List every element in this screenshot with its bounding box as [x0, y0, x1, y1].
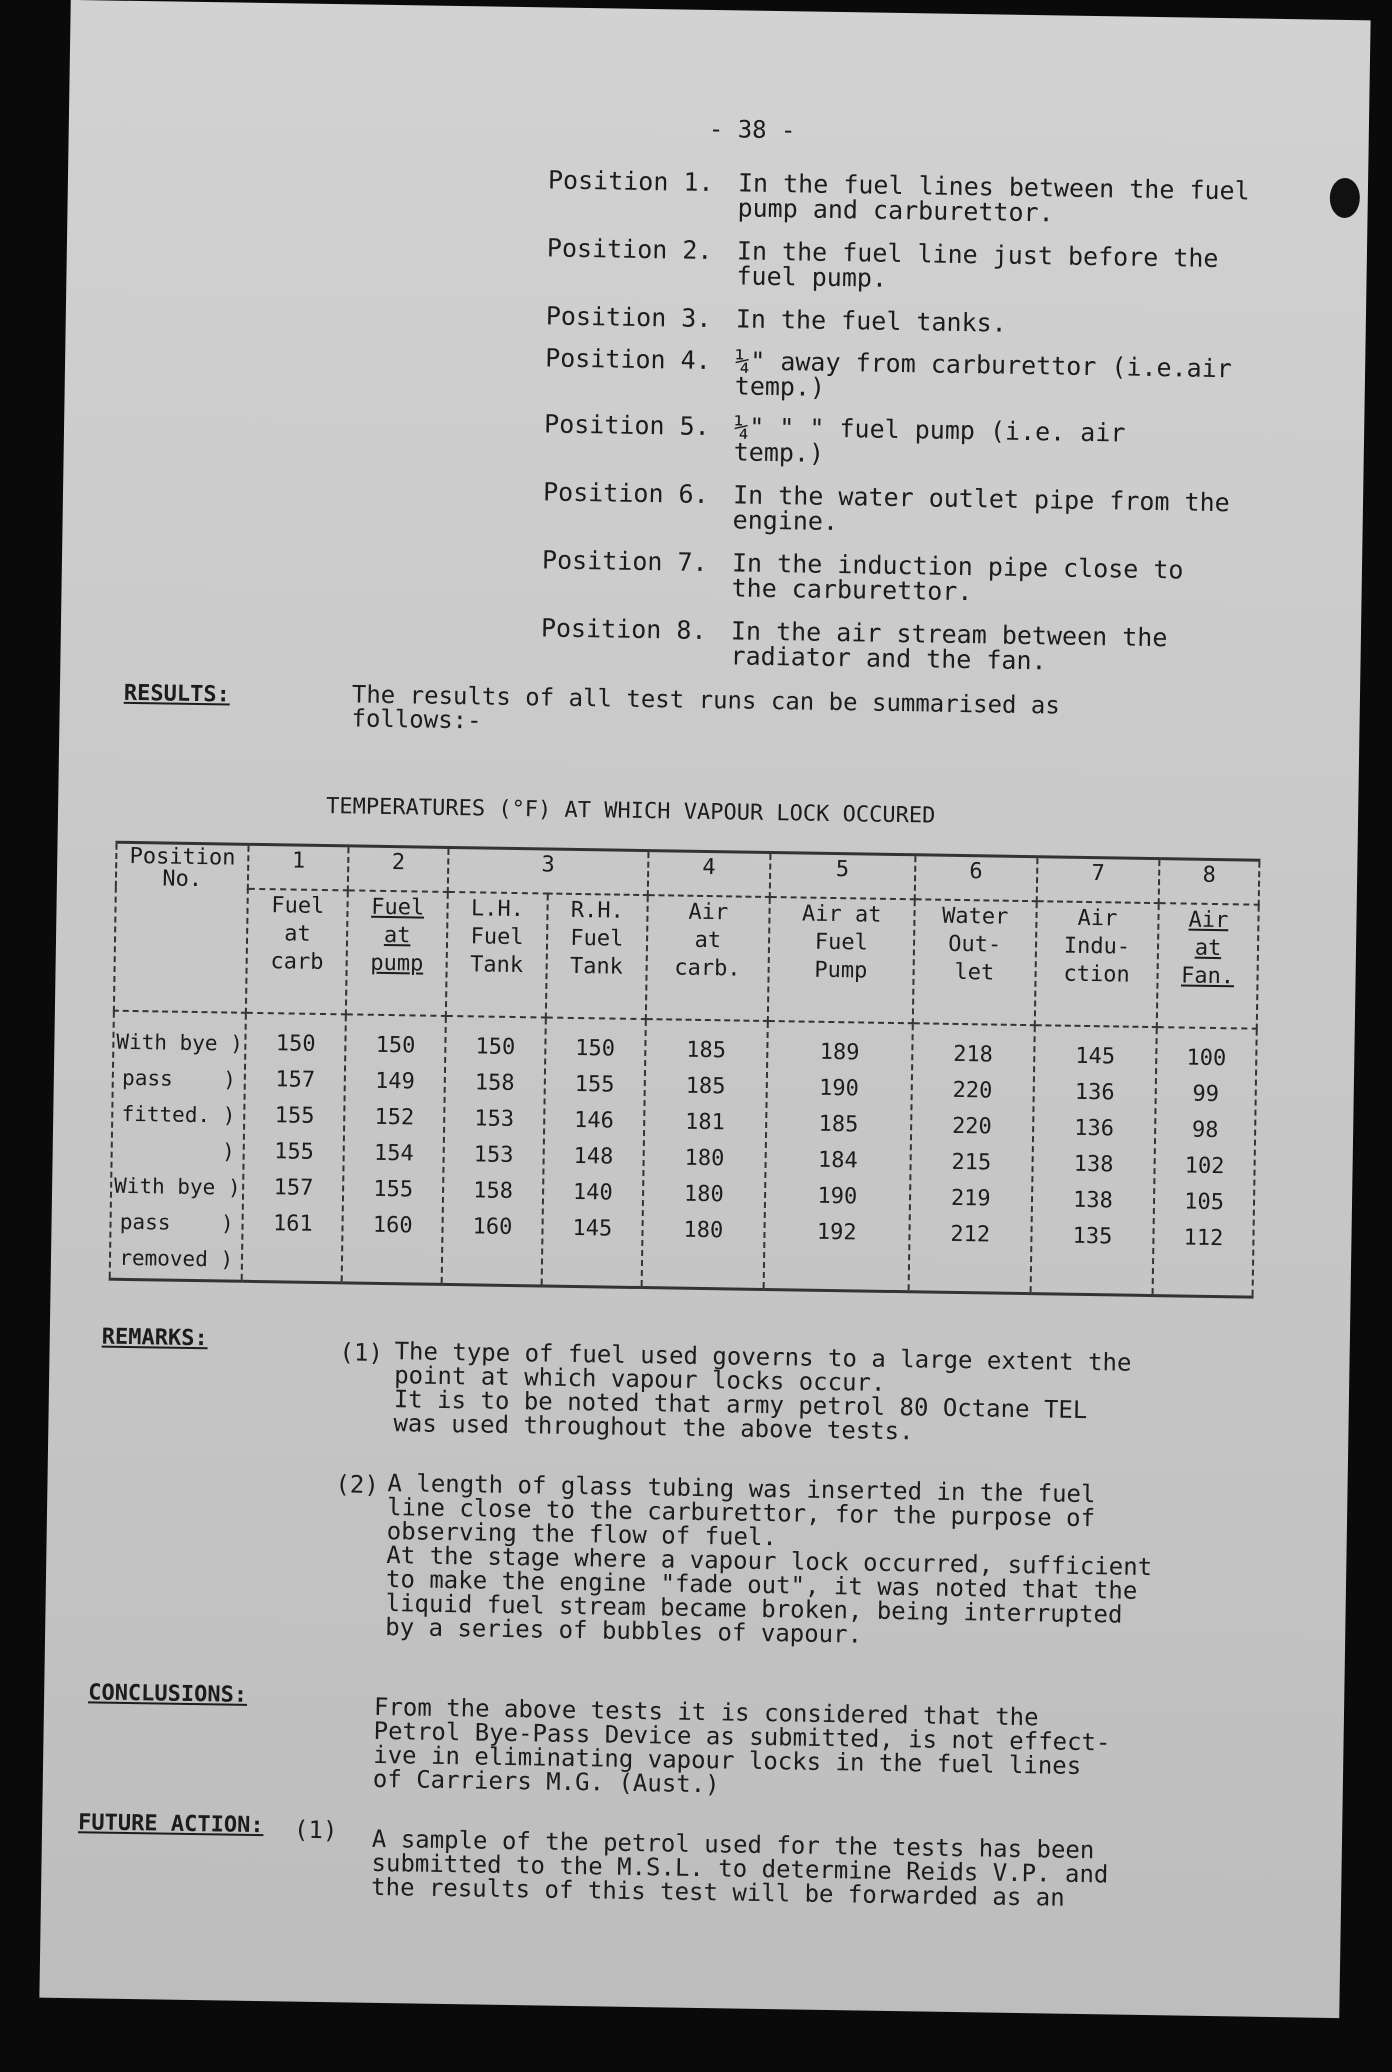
results-table — [109, 841, 1261, 1299]
column-values: 100 99 98 102 105 112 — [1153, 1027, 1257, 1297]
column-header: L.H. Fuel Tank — [446, 892, 548, 1018]
column-header: Air at carb. — [646, 895, 770, 1021]
position-text: ¼" " " fuel pump (i.e. air temp.) — [733, 412, 1126, 468]
group-number: 8 — [1159, 859, 1260, 905]
column-values: 145 136 136 138 138 135 — [1030, 1025, 1156, 1295]
column-values: 150 157 155 155 157 161 — [242, 1013, 346, 1283]
conclusions-text: From the above tests it is considered that the Petrol Bye-Pass Device as submitted, is not effect- ive in eliminating vapour locks in the fuel lines of Carriers M.G. (Aust.) — [372, 1692, 1111, 1799]
group-number: 2 — [348, 846, 448, 892]
future-action-number: (1) — [293, 1815, 338, 1845]
column-header: Fuel at pump — [346, 890, 448, 1016]
remark-text: A length of glass tubing was inserted in the fuel line close to the carburettor, for the purpose of observing the flow of fuel. At the stage where a vapour lock occurred, sufficient to make the engine "fade out", it was noted that the liquid fuel stream became broken, being interrupted by a series of bubbles of vapour. — [385, 1469, 1153, 1649]
document-page — [39, 0, 1370, 2018]
punch-hole — [1330, 178, 1361, 218]
position-label: Position 7. — [541, 545, 708, 577]
column-header: Fuel at carb — [246, 889, 348, 1015]
group-number: 3 — [448, 847, 648, 895]
position-text: In the water outlet pipe from the engine. — [732, 480, 1230, 537]
position-text: In the air stream between the radiator and the fan. — [730, 616, 1168, 676]
column-header: Water Out- let — [912, 899, 1036, 1025]
group-number: 6 — [914, 855, 1037, 901]
position-text: ¼" away from carburettor (i.e.air temp.) — [734, 346, 1233, 402]
position-label: Position 3. — [545, 301, 712, 334]
remark-text: The type of fuel used governs to a large extent the point at which vapour locks occur. It is to be noted that army petrol 80 Octane TEL was used throughout the above tests. — [393, 1337, 1132, 1446]
results-text: The results of all test runs can be summarised as follows:- — [351, 680, 1061, 735]
position-label: Position 1. — [547, 165, 714, 198]
column-header: Air Indu- ction — [1035, 901, 1159, 1027]
column-values: 189 190 185 184 190 192 — [764, 1021, 913, 1292]
column-values: 185 185 181 180 180 180 — [641, 1019, 767, 1289]
future-action-heading: FUTURE ACTION: — [77, 1810, 264, 1839]
results-heading: RESULTS: — [123, 680, 231, 708]
row-labels: With bye ) pass ) fitted. ) ) With bye ) pass ) removed ) — [110, 1011, 247, 1282]
group-number: 1 — [248, 844, 348, 890]
column-values: 150 158 153 153 158 160 — [442, 1016, 546, 1286]
future-action-text: A sample of the petrol used for the tests has been submitted to the M.S.L. to determine Reids V.P. and the results of this test will be forwarded as an — [370, 1824, 1109, 1912]
position-label: Position 5. — [543, 409, 710, 442]
position-text: In the fuel line just before the fuel pump. — [736, 236, 1219, 293]
position-text: In the induction pipe close to the carburettor. — [731, 548, 1184, 607]
page-number: - 38 - — [708, 114, 796, 145]
position-no-header: Position No. — [114, 842, 249, 1013]
position-label: Position 6. — [542, 477, 709, 509]
column-header: R.H. Fuel Tank — [546, 894, 648, 1020]
table-subheader-row — [114, 887, 1259, 1029]
remarks-heading: REMARKS: — [101, 1324, 208, 1352]
column-header: Air at Fuel Pump — [768, 897, 915, 1023]
column-values: 150 155 146 148 140 145 — [542, 1017, 646, 1287]
column-header: Air at Fan. — [1157, 903, 1259, 1029]
remark-number: (1) — [339, 1338, 384, 1367]
position-text: In the fuel tanks. — [735, 304, 1007, 338]
group-number: 7 — [1037, 857, 1160, 903]
conclusions-heading: CONCLUSIONS: — [87, 1680, 248, 1708]
position-label: Position 4. — [544, 343, 711, 376]
position-label: Position 8. — [540, 613, 707, 645]
group-number: 4 — [647, 851, 770, 897]
column-values: 150 149 152 154 155 160 — [342, 1014, 446, 1284]
column-values: 218 220 220 215 219 212 — [908, 1023, 1034, 1293]
remark-number: (2) — [335, 1470, 380, 1499]
position-label: Position 2. — [546, 233, 713, 266]
position-text: In the fuel lines between the fuel pump and carburettor. — [737, 168, 1250, 228]
table-caption: TEMPERATURES (°F) AT WHICH VAPOUR LOCK OCCURED — [325, 794, 936, 829]
table-data-row — [110, 1011, 1257, 1297]
group-number: 5 — [770, 853, 915, 900]
